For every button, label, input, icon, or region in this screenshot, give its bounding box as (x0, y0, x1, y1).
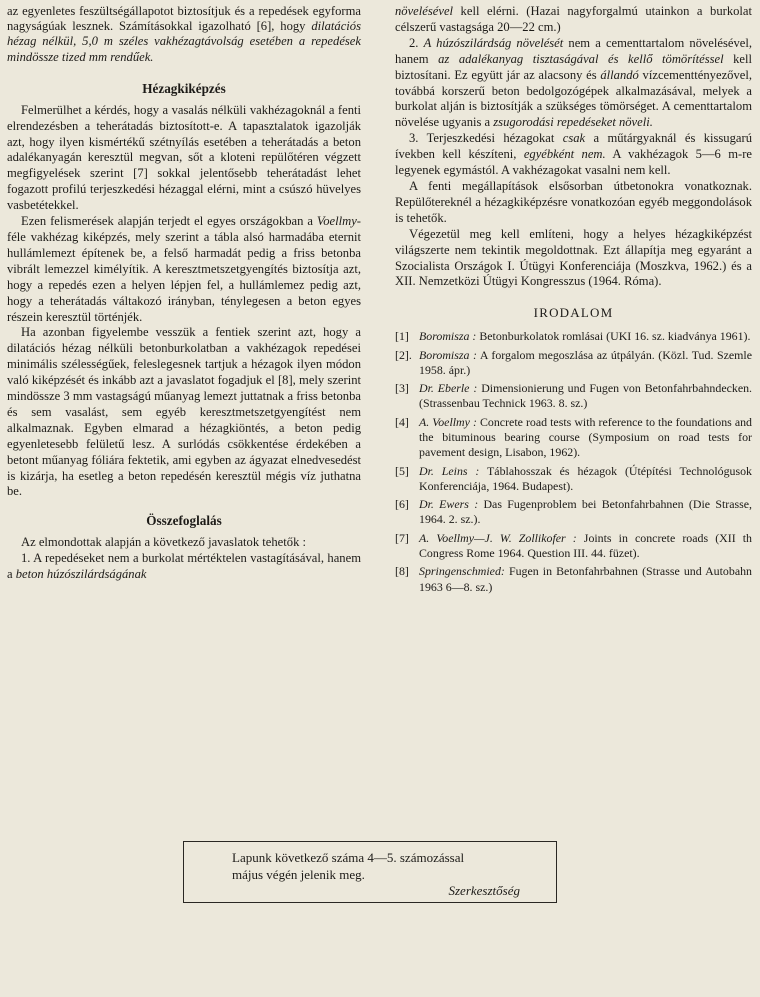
reference-item (395, 329, 752, 344)
reference-number: [2]. (395, 347, 412, 362)
text-span: Ezen felismerések alapján terjedt el egyes országokban a (21, 214, 317, 229)
reference-item (395, 564, 752, 595)
reference-author: Dr. Ewers : (419, 497, 479, 512)
reference-author: A. Voellmy—J. W. Zollikofer : (419, 530, 577, 545)
reference-number: [7] (395, 530, 409, 545)
reference-title: Joints in concrete roads (XII th Congress Rome 1964. Question III. 44. füzet). (419, 530, 753, 561)
emphasis: egyébként nem. (523, 147, 606, 162)
reference-text (419, 329, 752, 344)
emphasis: növelésével (395, 4, 454, 18)
reference-author: Dr. Leins : (419, 463, 480, 478)
text-span: vízcementtényezővel, továbbá korszerű beton bedolgozógépek alkalmazásával, melyek a burkolat alján is biztosítják a szükséges tömörséget. A cementtartalom növelése ugyanis a (395, 67, 752, 130)
paragraph (395, 36, 752, 131)
text-span: 1. A repedéseket nem a burkolat mértéktelen vastagításával, hanem a (7, 551, 361, 582)
text-span: kell elérni. (Hazai nagyforgalmú utainkon a burkolat célszerű vastagsága 20—22 cm.) (395, 4, 752, 34)
intro-paragraph (7, 4, 361, 65)
reference-item (395, 415, 752, 461)
reference-author: A. Voellmy : (419, 414, 477, 429)
reference-text (419, 497, 752, 528)
reference-item (395, 381, 752, 412)
paragraph: Végezetül meg kell említeni, hogy a helyes hézagkiképzést világszerte nem tekintik megoldottnak. Ezt állapítja meg egyaránt a Szocialista Országok I. Útügyi Konferenciája (Moszkva, 1962.) és a XII. Nemzetközi Útügyi Kongresszus (1964. Róma). (395, 226, 752, 289)
reference-text (419, 381, 752, 412)
text-span: 3. Terjeszkedési hézagokat (409, 131, 563, 146)
emphasis: csak (562, 131, 586, 146)
emphasis: A húzószilárdság növelését (423, 35, 564, 50)
reference-item (395, 531, 752, 562)
reference-title: Betonburkolatok romlásai (UKI 16. sz. kiadványa 1961). (476, 329, 751, 344)
paragraph (395, 4, 752, 36)
emphasis: beton húzószilárdságának (15, 567, 147, 582)
reference-author: Dr. Eberle : (419, 381, 478, 396)
emphasis: zsugorodási repedéseket növeli. (493, 115, 653, 130)
text-span: 2. (409, 35, 424, 50)
notice-box (183, 841, 557, 903)
section-heading-hezagkikepzes: Hézagkiképzés (142, 80, 226, 96)
text-span: az egyenletes feszültségállapotot biztosítjuk és a repedések egyforma nagyságúak lesznek. Számításokkal igazolható [6], hogy (7, 4, 361, 34)
text-span: -féle vakhézag kiképzés, mely szerint a tábla alsó harmadába eternit hullámlemezt építenek be, a felső harmadát pedig a friss betonba vibrált lemezzel kimélyítik. A keresztmetszetgyengítés biztosítja azt, hogy a repedés ezen a helyen lépjen fel, a hullámlemez pedig azt, hogy a teherátadás váltakozó irányban, ténylegesen a beton egyes részein keresztül történjék. (7, 214, 361, 324)
reference-text (419, 348, 752, 379)
section-heading-osszefoglalas: Összefoglalás (146, 513, 222, 529)
author-name: Voellmy (316, 214, 357, 229)
reference-number: [4] (395, 414, 409, 429)
reference-title: Concrete road tests with reference to the foundations and the bituminous bearing course (Symposium on road tests for pavement design, Lisabon, 1962). (419, 414, 752, 460)
reference-text (419, 464, 752, 495)
emphasis: az adalékanyag tisztaságával és kellő tömörítéssel (438, 51, 724, 66)
reference-title: Táblahosszak és hézagok (Útépítési Technológusok Konferenciája, 1964. Budapest). (419, 463, 752, 493)
reference-number: [3] (395, 381, 409, 396)
reference-item (395, 497, 752, 528)
reference-item (395, 464, 752, 495)
reference-title: Fugen in Betonfahrbahnen (Strasse und Autobahn 1963 6—8. sz.) (419, 564, 752, 594)
paragraph (7, 214, 361, 325)
references-heading: IRODALOM (533, 305, 614, 321)
paragraph (395, 131, 752, 179)
text-span: A vakhézagok 5—6 m-re legyenek egymástól. A vakhézagokat vasalni nem kell. (395, 147, 753, 178)
notice-signature: Szerkesztőség (448, 883, 520, 898)
reference-title: Dimensionierung und Fugen von Betonfahrbahndecken. (Strassenbau Technick 1963. 8. sz.) (419, 381, 753, 411)
paragraph: Az elmondottak alapján a következő javaslatok tehetők : (21, 535, 307, 550)
reference-item (395, 348, 752, 379)
reference-number: [6] (395, 497, 409, 512)
reference-number: [8] (395, 564, 409, 579)
notice-line: Lapunk következő száma 4—5. számozással (232, 850, 465, 865)
left-column (7, 4, 361, 583)
paragraph: Ha azonban figyelembe vesszük a fentiek szerint azt, hogy a dilatációs hézag nélküli betonburkolatban a vakhézagok repedései minimális szélességűek, feleslegesnek tartjuk a hézagok ilyen módon való kiképzését és inkább azt a javaslatot fogadjuk el [8], mely szerint mindössze 3 mm vastagságú műanyag lemezt juttatnak a friss betonba és sem vasalást, sem egyéb keresztmetszetgyengítést nem alkalmaznak. Egyben elmarad a hézagkiöntés, a beton pedig egyenletesebb felületű lesz. A surlódás csökkentése érdekében a betont műanyag fóliára fektetik, ami egyben az ágyazat elnedvesedést is kizárja, ha esetleg a beton repedésén keresztül mégis víz juthatna be. (7, 325, 361, 499)
right-column (395, 4, 752, 598)
reference-number: [1] (395, 329, 409, 344)
text-span: kell biztosítani. Ez együtt jár az alacsony és (395, 51, 753, 82)
reference-title: A forgalom megoszlása az útpályán. (Közl. Tud. Szemle 1958. ápr.) (419, 347, 752, 377)
text-span: nem a cementtartalom növelésével, hanem (395, 35, 752, 66)
paragraph: A fenti megállapítások elsősorban útbetonokra vonatkoznak. Repülőtereknél a hézagkiképzésre vonatkozóan egyéb meggondolások is tehetők. (395, 178, 752, 225)
reference-text (419, 531, 752, 562)
text-span: a műtárgyaknál és kissugarú ívekben kell készíteni, (395, 131, 752, 162)
reference-number: [5] (395, 463, 409, 478)
reference-title: Das Fugenproblem bei Betonfahrbahnen (Die Strasse, 1964. 2. sz.). (419, 497, 752, 527)
emphasis: dilatációs hézag nélkül, 5,0 m széles vakhézagtávolság esetében a repedések mindössze tized mm rendűek. (7, 19, 361, 64)
reference-author: Boromisza : (419, 329, 477, 344)
paragraph (7, 551, 361, 583)
reference-text (419, 564, 752, 595)
notice-line: május végén jelenik meg. (232, 866, 365, 882)
reference-list (395, 329, 752, 595)
reference-author: Springenschmied: (419, 564, 505, 579)
emphasis: állandó (600, 67, 639, 82)
paragraph: Felmerülhet a kérdés, hogy a vasalás nélküli vakhézagoknál a fenti elrendezésben a teherátadás biztosított-e. A tapasztalatok igazolják azt, hogy ilyen kismértékű szétnyílás esetében a teherátadás a beton adalékanyagán keresztül megvan, sőt a kloteni repülőtéren végzett megfigyelések szerint [7] sokkal jelentősebb teherátadást lehet fogazott profilú terjeszkedési hézaggal elérni, mint a csúszó hüvelyes vasbetétekkel. (7, 102, 361, 213)
reference-author: Boromisza : (419, 347, 477, 362)
reference-text (419, 415, 752, 461)
